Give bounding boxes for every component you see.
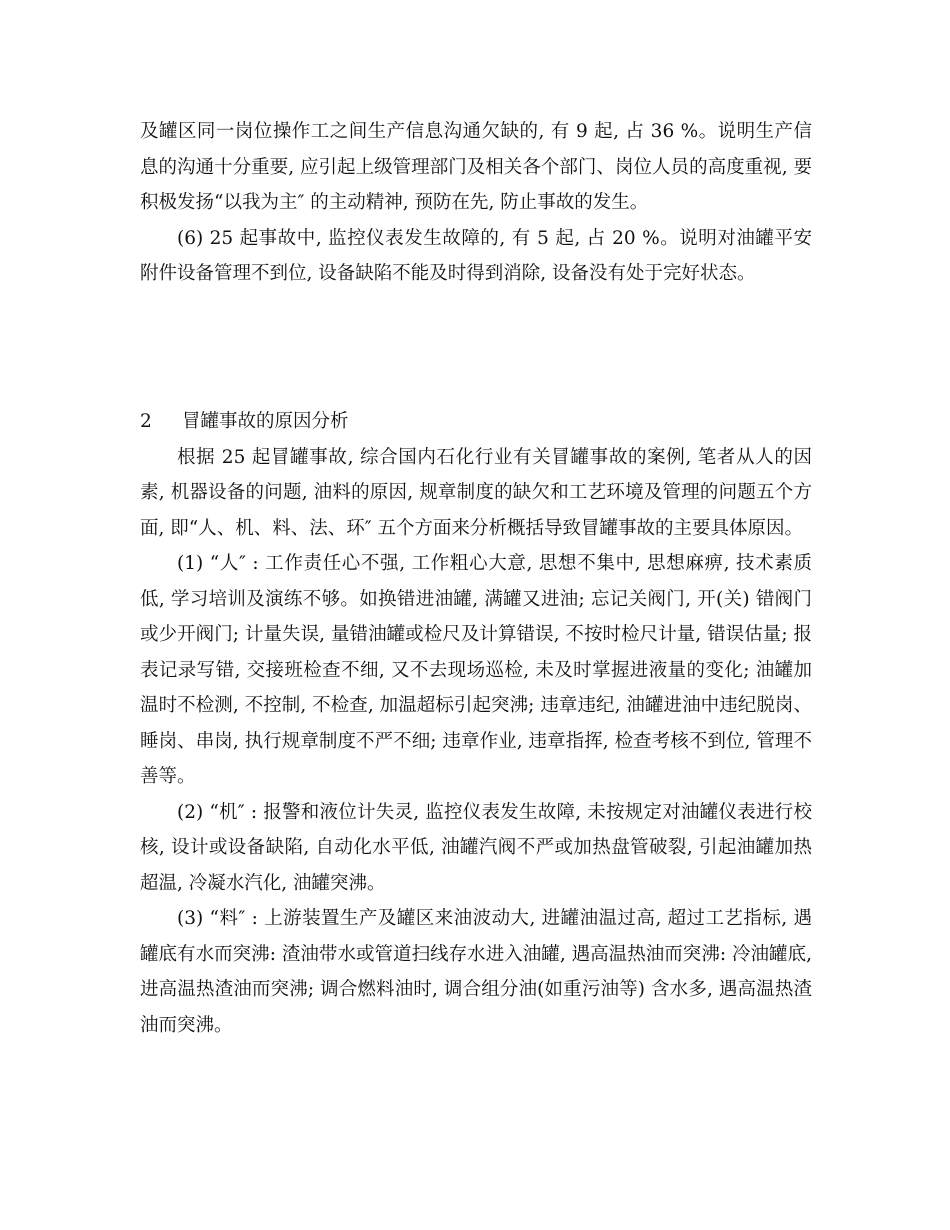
section-title: 冒罐事故的原因分析 bbox=[182, 411, 349, 432]
section-heading bbox=[140, 404, 812, 440]
paragraph-human-factor: (1) “人″ : 工作责任心不强, 工作粗心大意, 思想不集中, 思想麻痹, 技术素质低, 学习培训及演练不够。如换错进油罐, 满罐又进油; 忘记关阀门, 开(关) 错阀门或少开阀门; 计量失误, 量错油罐或检尺及计算错误, 不按时检尺计量, 错误估量; 报表记录写错, 交接班检查不细, 又不去现场巡检, 未及时掌握进液量的变化; 油罐加温时不检测, 不控制, 不检查, 加温超标引起突沸; 违章违纪, 油罐进油中违纪脱岗、睡岗、串岗, 执行规章制度不严不细; 违章作业, 违章指挥, 检查考核不到位, 管理不善等。 bbox=[140, 553, 812, 787]
paragraph-material-factor: (3) “料″ : 上游装置生产及罐区来油波动大, 进罐油温过高, 超过工艺指标, 遇罐底有水而突沸: 渣油带水或管道扫线存水进入油罐, 遇高温热油而突沸: 冷油罐底, 进高温热渣油而突沸; 调合燃料油时, 调合组分油(如重污油等) 含水多, 遇高温热渣油而突沸。 bbox=[140, 908, 812, 1036]
paragraph-info-communication: 及罐区同一岗位操作工之间生产信息沟通欠缺的, 有 9 起, 占 36 %。说明生产信息的沟通十分重要, 应引起上级管理部门及相关各个部门、岗位人员的高度重视, 要积极发扬“以我为主″ 的主动精神, 预防在先, 防止事故的发生。 bbox=[140, 121, 812, 213]
paragraph-machine-factor: (2) “机″ : 报警和液位计失灵, 监控仪表发生故障, 未按规定对油罐仪表进行校核, 设计或设备缺陷, 自动化水平低, 油罐汽阀不严或加热盘管破裂, 引起油罐加热超温, 冷凝水汽化, 油罐突沸。 bbox=[140, 801, 812, 894]
paragraph-intro: 根据 25 起冒罐事故, 综合国内石化行业有关冒罐事故的案例, 笔者从人的因素, 机器设备的问题, 油料的原因, 规章制度的缺欠和工艺环境及管理的问题五个方面, 即“人、机、料、法、环″ 五个方面来分析概括导致冒罐事故的主要具体原因。 bbox=[140, 446, 812, 539]
paragraph-instrument-failure: (6) 25 起事故中, 监控仪表发生故障的, 有 5 起, 占 20 %。说明对油罐平安附件设备管理不到位, 设备缺陷不能及时得到消除, 设备没有处于完好状态。 bbox=[140, 227, 812, 284]
section-number: 2 bbox=[140, 411, 152, 432]
top-text-block bbox=[140, 114, 812, 292]
bottom-text-block bbox=[140, 404, 812, 1043]
